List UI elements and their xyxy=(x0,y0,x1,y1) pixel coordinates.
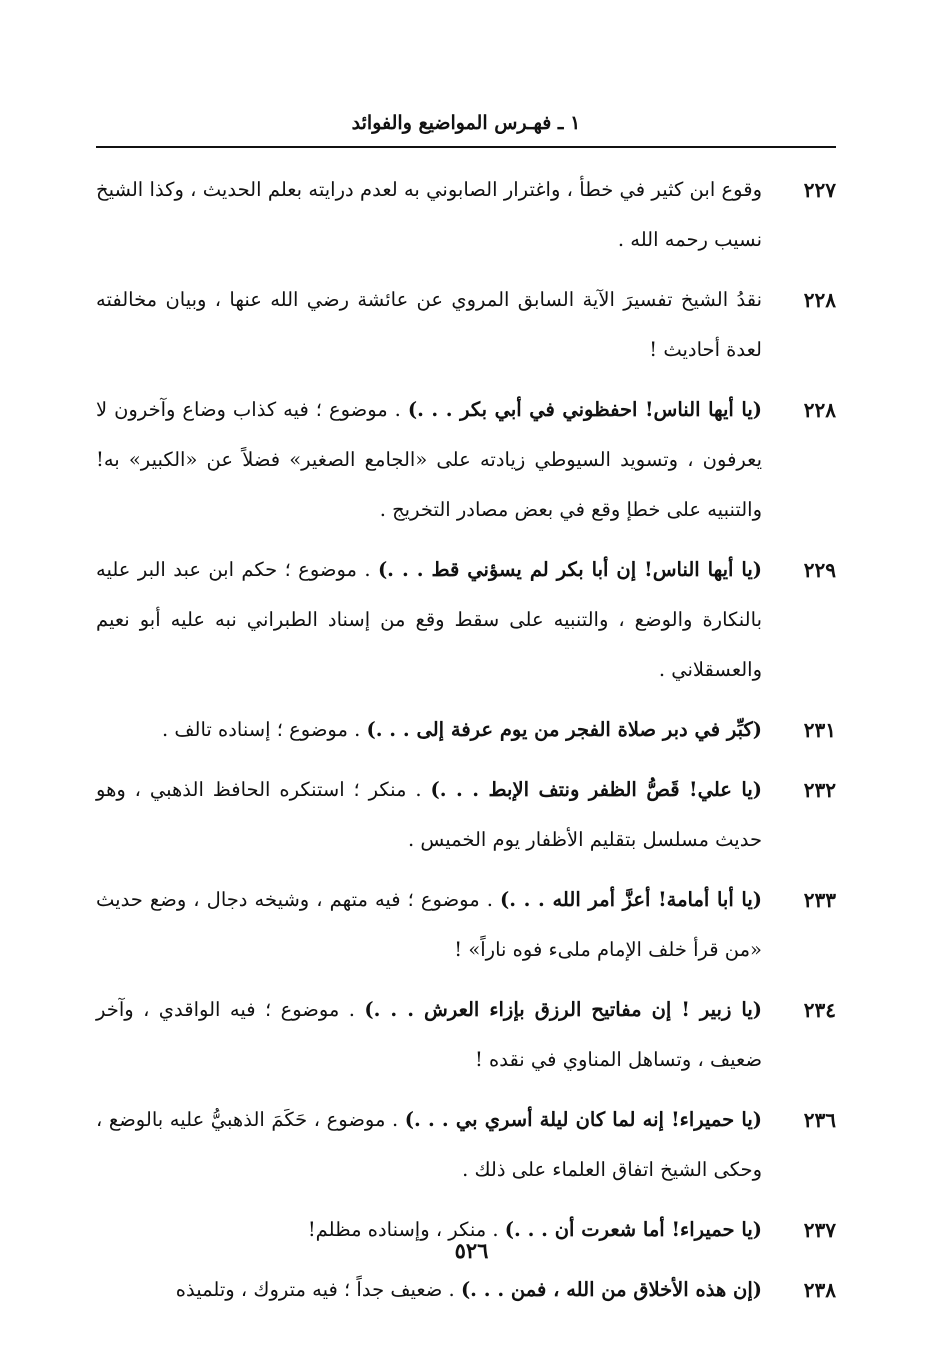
hadith-quote: (يا حميراء! إنه لما كان ليلة أسري بي . . .) xyxy=(404,1108,762,1131)
index-entry xyxy=(96,1095,836,1195)
entry-ruling: وقوع ابن كثير في خطأ ، واغترار الصابوني به لعدم درايته بعلم الحديث ، وكذا الشيخ نسيب رحمه الله . xyxy=(96,178,762,251)
entry-ruling: . موضوع ؛ فيه الواقدي ، وآخر ضعيف ، وتساهل المناوي في نقده ! xyxy=(96,998,762,1071)
entry-number: ٢٣٢ xyxy=(803,778,836,802)
entry-text xyxy=(96,985,762,1085)
entry-number: ٢٣٣ xyxy=(803,888,836,912)
entry-ruling: . موضوع ؛ فيه كذاب وضاع وآخرون لا يعرفون ، وتسويد السيوطي زيادته على «الجامع الصغير» فضلاً عن «الكبير» به! والتنبيه على خطإ وقع في بعض مصادر التخريج . xyxy=(96,398,762,521)
hadith-quote: (يا زبير ! إن مفاتيح الرزق بإزاء العرش . . .) xyxy=(364,998,762,1021)
entry-ruling: . موضوع ؛ حكم ابن عبد البر عليه بالنكارة والوضع ، والتنبيه على سقط وقع من إسناد الطبراني نبه عليه أبو نعيم والعسقلاني . xyxy=(96,558,762,681)
entry-number: ٢٢٨ xyxy=(803,398,836,422)
entry-text xyxy=(96,385,762,535)
entry-number: ٢٢٨ xyxy=(803,288,836,312)
entry-text xyxy=(96,165,762,265)
entry-text xyxy=(96,1095,762,1195)
entry-text xyxy=(96,705,762,755)
entry-text xyxy=(96,545,762,695)
entry-number: ٢٣٧ xyxy=(803,1218,836,1242)
entry-ruling: . موضوع ، حَكَمَ الذهبيُّ عليه بالوضع ، وحكى الشيخ اتفاق العلماء على ذلك . xyxy=(96,1108,762,1181)
index-entry xyxy=(96,165,836,265)
entry-number: ٢٢٩ xyxy=(803,558,836,582)
hadith-quote: (كبِّر في دبر صلاة الفجر من يوم عرفة إلى . . .) xyxy=(366,718,762,741)
index-entries xyxy=(96,165,836,1325)
page-number: ٥٢٦ xyxy=(454,1238,489,1263)
entry-number: ٢٣٨ xyxy=(803,1278,836,1302)
entry-number: ٢٣١ xyxy=(803,718,836,742)
index-entry xyxy=(96,705,836,755)
entry-text xyxy=(96,1265,762,1315)
hadith-quote: (إن هذه الأخلاق من الله ، فمن . . .) xyxy=(460,1278,762,1301)
hadith-quote: (يا علي! قَصُّ الظفر ونتف الإبط . . .) xyxy=(430,778,762,801)
entry-number: ٢٣٦ xyxy=(803,1108,836,1132)
index-entry xyxy=(96,1265,836,1315)
hadith-quote: (يا حميراء! أما شعرت أن . . .) xyxy=(504,1218,762,1241)
hadith-quote: (يا أيها الناس! احفظوني في أبي بكر . . .) xyxy=(407,398,762,421)
index-entry xyxy=(96,985,836,1085)
entry-text xyxy=(96,275,762,375)
index-entry xyxy=(96,765,836,865)
index-entry xyxy=(96,385,836,535)
entry-ruling: . منكر ، وإسناده مظلم! xyxy=(307,1218,505,1241)
entry-text xyxy=(96,765,762,865)
entry-ruling: . موضوع ؛ فيه متهم ، وشيخه دجال ، وضع حديث «من قرأ خلف الإمام ملىء فوه ناراً» ! xyxy=(96,888,762,961)
index-entry xyxy=(96,275,836,375)
index-entry xyxy=(96,545,836,695)
hadith-quote: (يا أبا أمامة! أعزَّ أمر الله . . .) xyxy=(499,888,762,911)
index-entry xyxy=(96,875,836,975)
entry-ruling: . موضوع ؛ إسناده تالف . xyxy=(161,718,367,741)
header-rule xyxy=(96,146,836,148)
entry-ruling: . منكر ؛ استنكره الحافظ الذهبي ، وهو حديث مسلسل بتقليم الأظفار يوم الخميس . xyxy=(96,778,762,851)
entry-ruling: نقدُ الشيخ تفسيرَ الآية السابق المروي عن عائشة رضي الله عنها ، وبيان مخالفته لعدة أحاديث ! xyxy=(96,288,762,361)
entry-text xyxy=(96,875,762,975)
hadith-quote: (يا أيها الناس! إن أبا بكر لم يسؤني قط . . .) xyxy=(377,558,763,581)
running-header: ١ ـ فهـرس المواضيع والفوائد xyxy=(351,112,581,134)
entry-number: ٢٢٧ xyxy=(803,178,836,202)
entry-ruling: . ضعيف جداً ؛ فيه متروك ، وتلميذه xyxy=(175,1278,461,1301)
entry-number: ٢٣٤ xyxy=(803,998,836,1022)
